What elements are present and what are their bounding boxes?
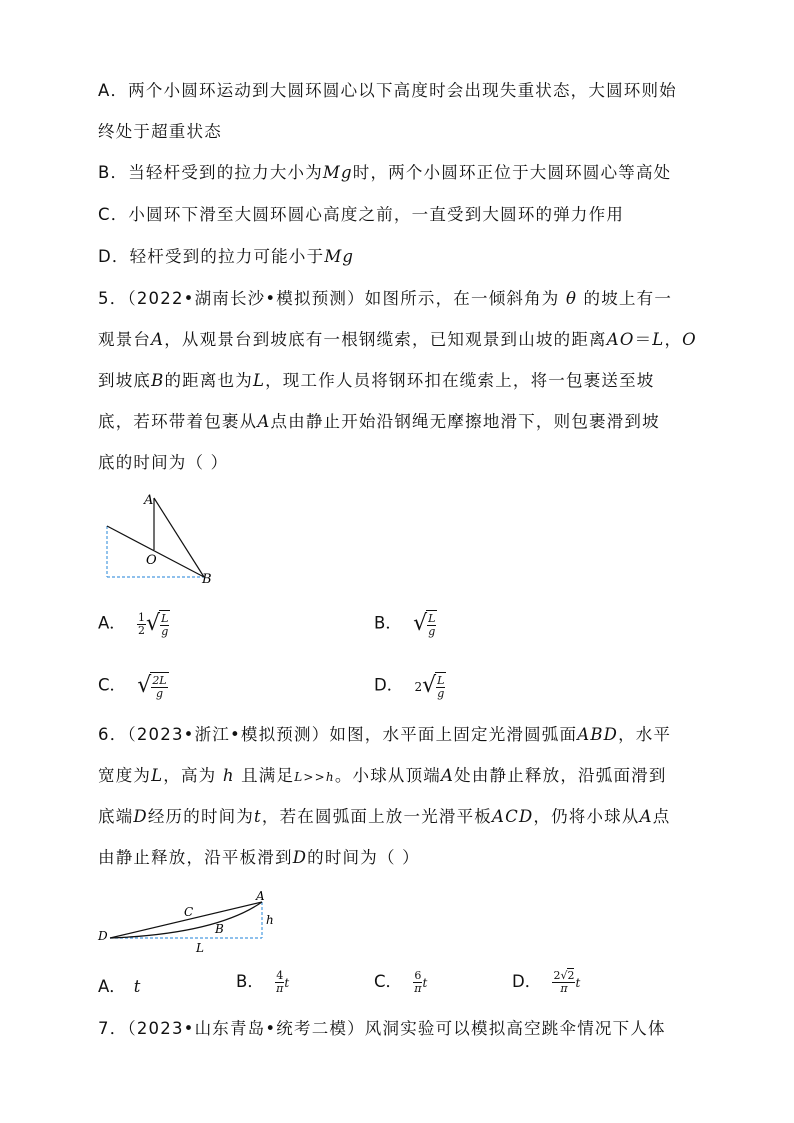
q6-option-b: B． $\frac{4}{\pi}$ t: [236, 969, 290, 995]
q5-stem-line4: 底，若环带着包裹从A点由静止开始沿钢绳无摩擦地滑下，则包裹滑到坡: [98, 412, 660, 431]
q6-fig-label-b: B: [215, 922, 224, 936]
q4-option-a-line2: 终处于超重状态: [98, 122, 222, 141]
q5-stem-line2: 观景台A，从观景台到坡底有一根钢缆索，已知观景到山坡的距离AO＝L，O: [98, 330, 697, 349]
q4-option-c: C．小圆环下滑至大圆环圆心高度之前，一直受到大圆环的弹力作用: [98, 205, 625, 224]
q6-stem-line2: 宽度为L，高为 h 且满足L>>h。小球从顶端A处由静止释放，沿弧面滑到: [98, 766, 667, 785]
q6-option-c: C． $\frac{6}{\pi}$ t: [374, 969, 428, 995]
q6-fig-label-d: D: [98, 929, 108, 943]
q5-option-d: D． 2 √ $\frac{L}{g}$: [374, 673, 445, 700]
q5-option-b: B． √ $\frac{L}{g}$: [374, 611, 436, 638]
q5-fig-label-b: B: [202, 572, 212, 587]
q6-figure: [96, 888, 286, 958]
q6-fig-label-h: h: [266, 913, 274, 927]
q6-stem-line4: 由静止释放，沿平板滑到D的时间为（ ）: [98, 848, 420, 867]
q5-stem-line1: 5．（2022•湖南长沙•模拟预测）如图所示，在一倾斜角为 θ 的坡上有一: [98, 289, 673, 308]
q5-option-a: A． $\frac{1}{2}$ √ $\frac{L}{g}$: [98, 610, 169, 638]
q6-option-d: D． $\frac{2√2}{\pi}$ t: [512, 969, 581, 995]
q5-fig-label-a: A: [144, 493, 154, 508]
q6-option-a: A． t: [98, 977, 141, 996]
q5-stem-line5: 底的时间为（ ）: [98, 453, 229, 472]
q4-option-b: B．当轻杆受到的拉力大小为Mg时，两个小圆环正位于大圆环圆心等高处: [98, 163, 672, 182]
q5-figure: [100, 490, 230, 590]
q6-fig-label-c: C: [184, 905, 194, 919]
q4-option-a-line1: A．两个小圆环运动到大圆环圆心以下高度时会出现失重状态，大圆环则始: [98, 81, 677, 100]
q6-stem-line1: 6．（2023•浙江•模拟预测）如图，水平面上固定光滑圆弧面ABD，水平: [98, 725, 672, 744]
q7-stem-line1: 7．（2023•山东青岛•统考二模）风洞实验可以模拟高空跳伞情况下人体: [98, 1019, 666, 1038]
q5-option-c: C． √ $\frac{2L}{g}$: [98, 673, 167, 700]
q5-fig-label-o: O: [146, 553, 157, 568]
q6-stem-line3: 底端D经历的时间为t，若在圆弧面上放一光滑平板ACD，仍将小球从A点: [98, 807, 671, 826]
q5-stem-line3: 到坡底B的距离也为L，现工作人员将钢环扣在缆索上，将一包裹送至坡: [98, 371, 655, 390]
q4-option-d: D．轻杆受到的拉力可能小于Mg: [98, 247, 355, 266]
q6-fig-label-l: L: [196, 941, 204, 955]
q6-fig-label-a: A: [256, 889, 265, 903]
